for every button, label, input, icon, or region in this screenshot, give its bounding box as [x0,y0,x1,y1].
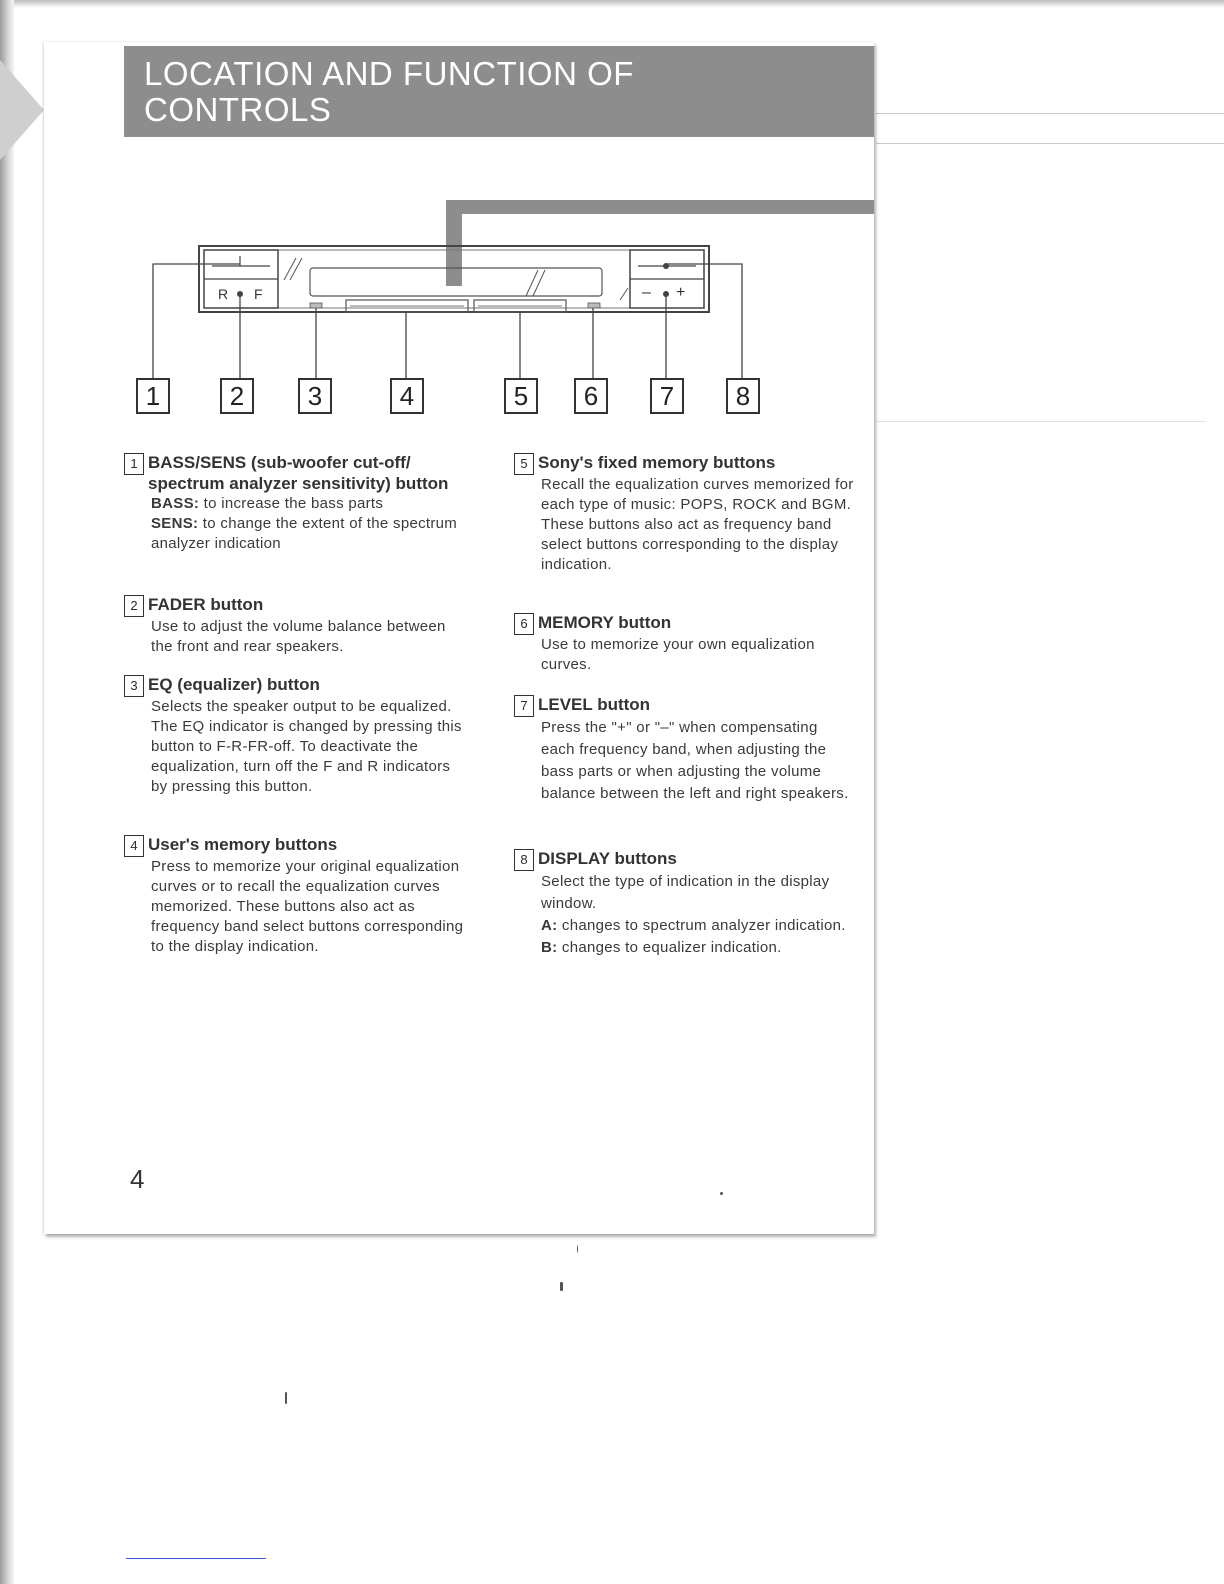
item-fader [124,594,464,657]
item-users-memory [124,834,464,957]
item-number: 5 [514,453,534,475]
item-title: Sony's fixed memory buttons [538,453,776,472]
scan-speck [285,1392,287,1404]
line-label: B: [541,939,558,956]
item-title: LEVEL button [538,695,651,714]
item-eq [124,674,464,797]
panel-label-front: F [254,286,263,302]
page-title: LOCATION AND FUNCTION OF CONTROLS [144,55,634,128]
line-label: A: [541,917,558,934]
scan-speck [560,1282,563,1291]
item-description: Select the type of indication in the display window. [541,873,830,912]
item-number: 6 [514,613,534,635]
item-title: EQ (equalizer) button [148,675,320,694]
line-text: changes to equalizer indication. [557,939,782,956]
page-number: 4 [130,1164,145,1194]
callout-6: 6 [574,378,608,414]
callout-7: 7 [650,378,684,414]
eq-button [310,303,322,308]
item-title: MEMORY button [538,613,672,632]
scan-speck [720,1192,723,1195]
panel-label-plus: + [676,284,686,301]
adjacent-page-rule [876,143,1224,144]
item-number: 3 [124,675,144,697]
front-panel-diagram [44,42,874,422]
line-text: changes to spectrum analyzer indication. [557,917,846,934]
memory-button [588,303,600,308]
item-title: User's memory buttons [148,835,338,854]
item-title: DISPLAY buttons [538,849,677,868]
item-description: Use to memorize your own equalization curves. [541,636,815,673]
scan-speck [577,1245,578,1253]
item-display [514,848,854,959]
item-number: 1 [124,453,144,475]
diagram-pointer-bar [446,200,462,286]
line-label: BASS: [151,495,200,512]
item-number: 7 [514,695,534,717]
item-level [514,694,854,805]
bottom-underline [126,1558,266,1559]
item-title: FADER button [148,595,264,614]
item-description: Press the "+" or "–" when compensating each frequency band, when adjusting the bass parts or when adjusting the volume balance between the left and right speakers. [541,719,849,802]
adjacent-page-rule [876,113,1224,114]
item-fixed-memory [514,452,854,575]
item-description: Use to adjust the volume balance between the front and rear speakers. [151,618,446,655]
diagram-header-bar [446,200,874,214]
scan-left-wedge [0,60,44,160]
item-description: Recall the equalization curves memorized for each type of music: POPS, ROCK and BGM. These buttons also act as frequency band select buttons corresponding to the display indication. [541,476,854,573]
item-number: 2 [124,595,144,617]
item-memory [514,612,854,675]
callout-1: 1 [136,378,170,414]
item-description: Press to memorize your original equalization curves or to recall the equalization curves memorized. These buttons also act as frequency band select buttons corresponding to the display indication. [151,858,464,955]
item-description: Selects the speaker output to be equalized. The EQ indicator is changed by pressing this button to F-R-FR-off. To deactivate the equalization, turn off the F and R indicators by pressing this button. [151,698,462,795]
item-title: BASS/SENS (sub-woofer cut-off/ spectrum analyzer sensitivity) button [148,453,449,493]
callout-8: 8 [726,378,760,414]
scan-top-shadow [0,0,1224,8]
panel-label-minus: – [642,284,651,301]
scan-left-shadow [0,0,14,1584]
item-number: 4 [124,835,144,857]
line-text: to increase the bass parts [199,495,384,512]
manual-page [44,42,874,1234]
item-number: 8 [514,849,534,871]
callout-3: 3 [298,378,332,414]
item-bass-sens [124,452,464,554]
panel-label-rear: R [218,286,229,302]
line-label: SENS: [151,515,199,532]
callout-2: 2 [220,378,254,414]
callout-5: 5 [504,378,538,414]
line-text: to change the extent of the spectrum analyzer indication [151,515,458,552]
callout-4: 4 [390,378,424,414]
adjacent-page-rule [876,421,1206,422]
